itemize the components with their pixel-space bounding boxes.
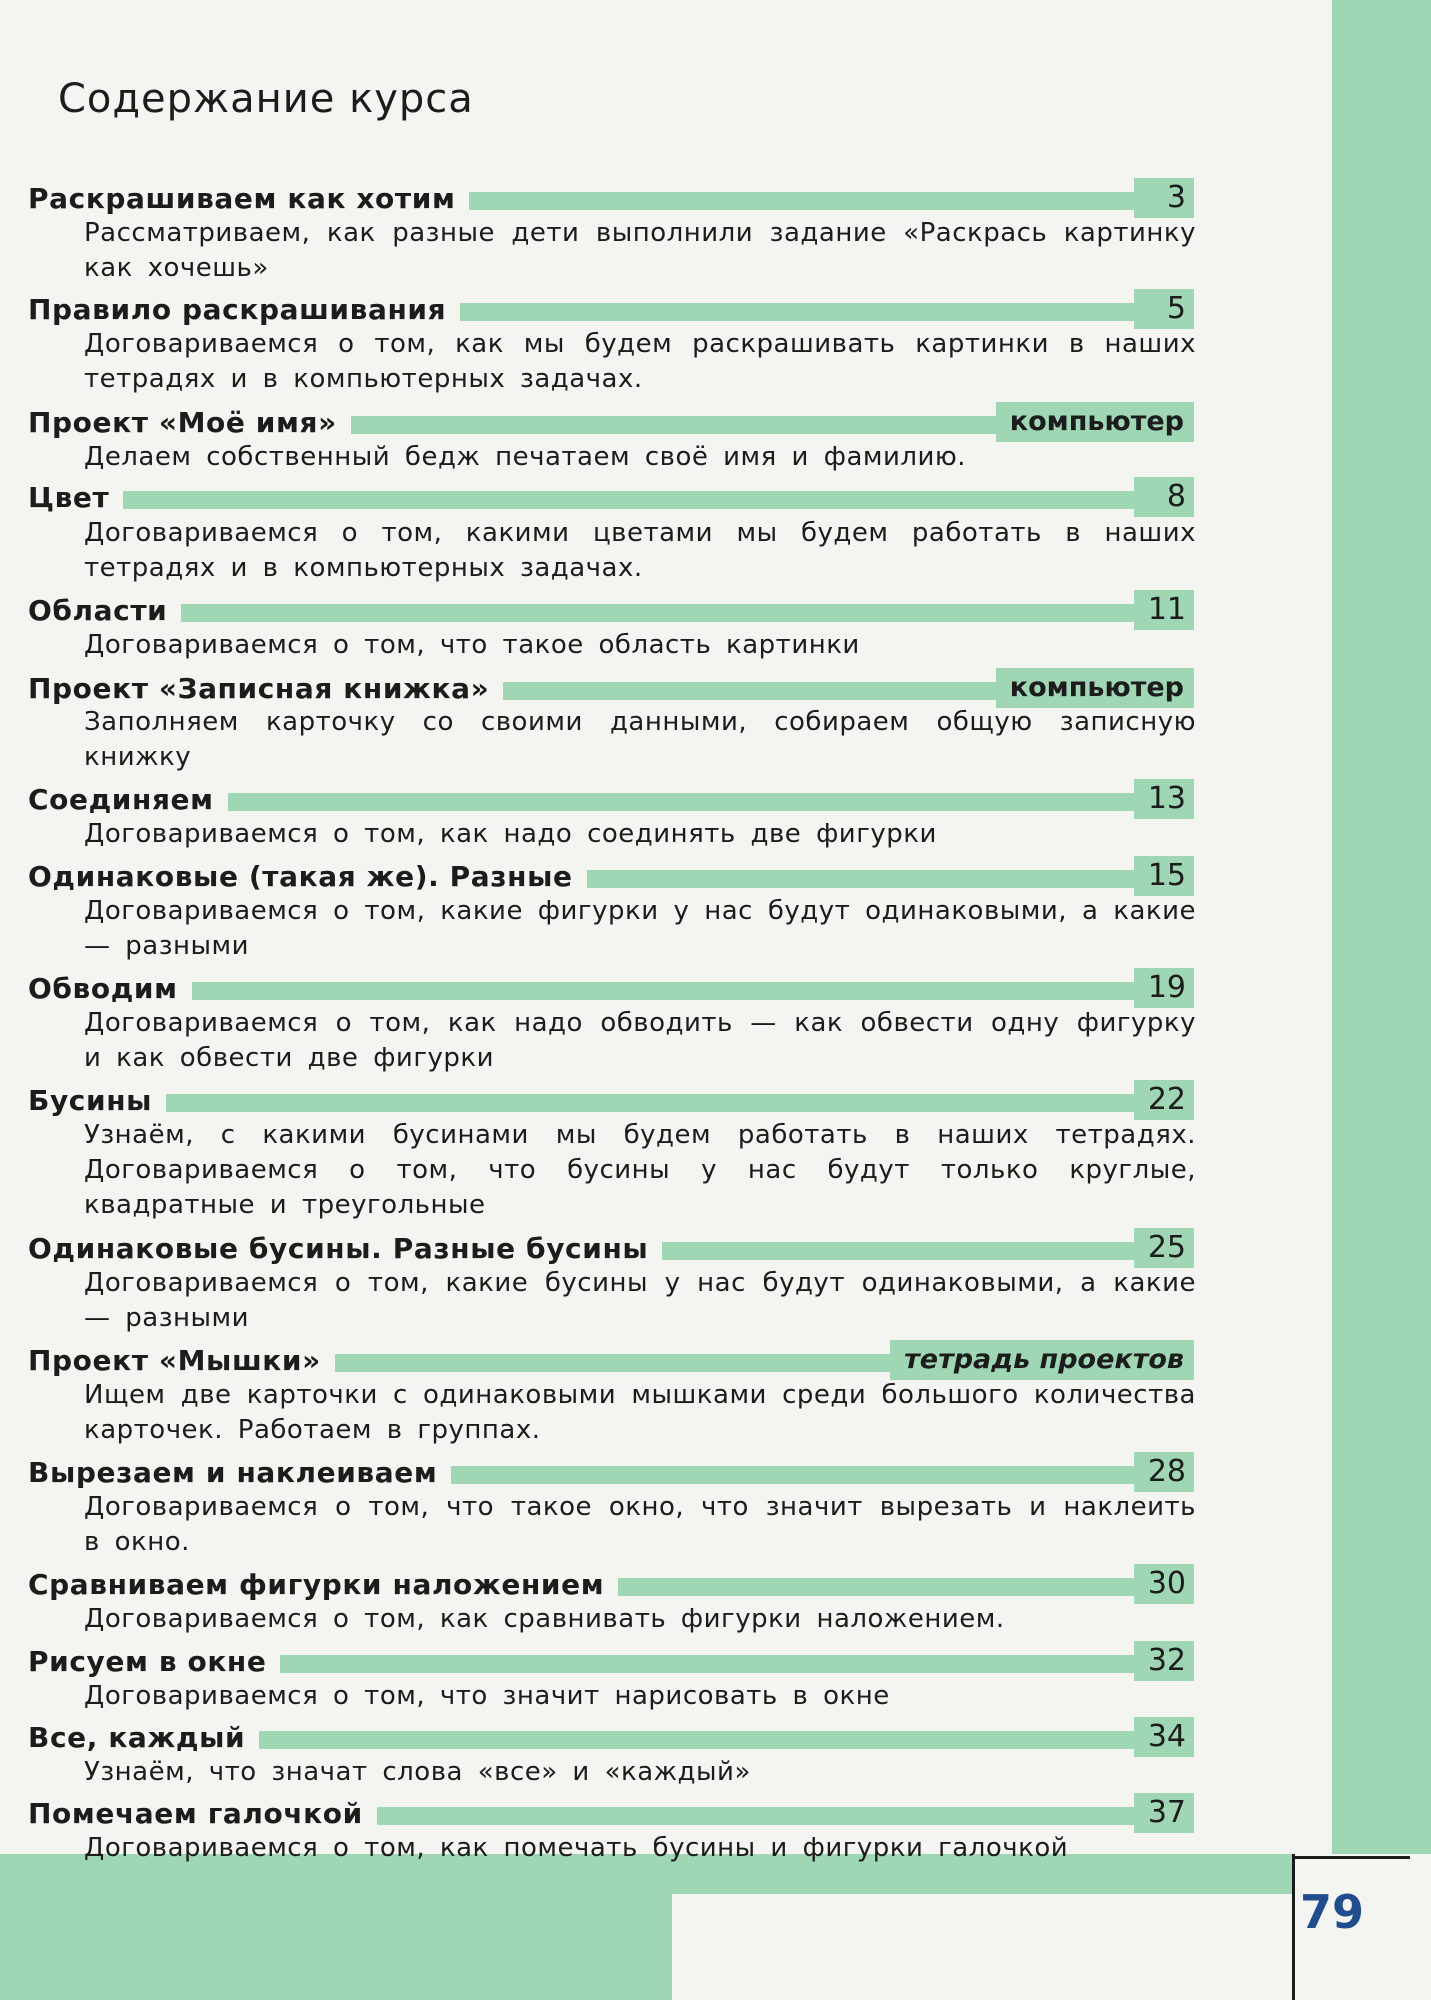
toc-entry-heading [28,668,1194,708]
entry-title: Помечаем галочкой [28,1796,363,1830]
entry-page-number: 37 [1134,1793,1194,1833]
entry-leader-bar [377,1807,1134,1825]
entry-description: Делаем собственный бедж печатаем своё имя и фамилию. [84,442,967,472]
entry-title: Обводим [28,971,178,1005]
toc-entry-heading [28,477,1194,517]
entry-page-number: 34 [1134,1717,1194,1757]
entry-leader-bar [192,982,1134,1000]
toc-entry-heading [28,1228,1194,1268]
entry-title: Соединяем [28,782,214,816]
entry-title: Бусины [28,1083,153,1117]
entry-page-number: 8 [1134,477,1194,517]
toc-entry-heading [28,402,1194,442]
entry-leader-bar [618,1578,1134,1596]
entry-description: Договариваемся о том, как надо обводить — как обвести одну фигурку и как обвести две фигурки [84,1008,1196,1073]
entry-title: Вырезаем и наклеиваем [28,1455,438,1489]
toc-entry-heading [28,1452,1194,1492]
entry-title: Одинаковые (такая же). Разные [28,859,573,893]
entry-title: Сравниваем фигурки наложением [28,1567,605,1601]
entry-leader-bar [228,793,1134,811]
toc-entry-heading [28,856,1194,896]
entry-leader-bar [503,682,995,700]
page-title: Содержание курса [58,76,474,122]
entry-leader-bar [451,1466,1134,1484]
toc-entry-heading [28,1793,1194,1833]
entry-leader-bar [469,192,1134,210]
entry-leader-bar [123,491,1134,509]
entry-tag: тетрадь проектов [890,1340,1194,1380]
entry-description: Договариваемся о том, какие фигурки у нас будут одинаковыми, а какие — разными [84,896,1196,961]
entry-description: Договариваемся о том, что такое окно, что значит вырезать и наклеить в окно. [84,1492,1196,1557]
entry-page-number: 32 [1134,1641,1194,1681]
toc-entry-heading [28,1340,1194,1380]
entry-title: Проект «Мышки» [28,1343,321,1377]
entry-title: Цвет [28,480,110,514]
entry-leader-bar [181,604,1134,622]
entry-page-number: 5 [1134,289,1194,329]
entry-leader-bar [662,1242,1134,1260]
entry-page-number: 19 [1134,968,1194,1008]
toc-entry-heading [28,289,1194,329]
entry-page-number: 25 [1134,1228,1194,1268]
toc-entry-heading [28,1080,1194,1120]
entry-description: Договариваемся о том, что такое область картинки [84,630,860,660]
toc-entry-heading [28,1564,1194,1604]
entry-leader-bar [587,870,1134,888]
entry-description: Узнаём, что значат слова «все» и «каждый» [84,1757,751,1787]
entry-leader-bar [166,1094,1134,1112]
entry-page-number: 15 [1134,856,1194,896]
entry-title: Правило раскрашивания [28,292,447,326]
entry-title: Области [28,593,168,627]
entry-leader-bar [259,1731,1134,1749]
toc-entry-heading [28,1717,1194,1757]
entry-tag: компьютер [996,668,1194,708]
toc-entry-heading [28,779,1194,819]
toc-entry-heading [28,178,1194,218]
entry-description: Договариваемся о том, какими цветами мы будем работать в наших тетрадях и в компьютерных задачах. [84,518,1196,583]
entry-page-number: 28 [1134,1452,1194,1492]
entry-leader-bar [335,1354,890,1372]
entry-page-number: 30 [1134,1564,1194,1604]
toc-entry-heading [28,968,1194,1008]
page-number: 79 [1300,1885,1365,1939]
entry-leader-bar [280,1655,1134,1673]
entry-leader-bar [460,303,1134,321]
entry-description: Договариваемся о том, как сравнивать фигурки наложением. [84,1604,1005,1634]
entry-title: Рисуем в окне [28,1644,267,1678]
entry-tag: компьютер [996,402,1194,442]
entry-title: Раскрашиваем как хотим [28,181,456,215]
entry-page-number: 22 [1134,1080,1194,1120]
toc-entry-heading [28,590,1194,630]
entry-description: Рассматриваем, как разные дети выполнили задание «Раскрась картинку как хочешь» [84,218,1196,283]
entry-title: Все, каждый [28,1720,246,1754]
toc-entry-heading [28,1641,1194,1681]
entry-page-number: 13 [1134,779,1194,819]
entry-title: Одинаковые бусины. Разные бусины [28,1231,649,1265]
entry-description: Узнаём, с какими бусинами мы будем работать в наших тетрадях. Договариваемся о том, что бусины у нас будут только круглые, квадратные и треугольные [84,1120,1196,1220]
entry-page-number: 3 [1134,178,1194,218]
entry-description: Договариваемся о том, как помечать бусины и фигурки галочкой [84,1833,1069,1863]
entry-description: Договариваемся о том, что значит нарисовать в окне [84,1681,890,1711]
entry-description: Договариваемся о том, как надо соединять две фигурки [84,819,937,849]
entry-title: Проект «Моё имя» [28,405,337,439]
entry-page-number: 11 [1134,590,1194,630]
entry-description: Ищем две карточки с одинаковыми мышками среди большого количества карточек. Работаем в группах. [84,1380,1196,1445]
entry-description: Договариваемся о том, как мы будем раскрашивать картинки в наших тетрадях и в компьютерных задачах. [84,329,1196,394]
entry-description: Заполняем карточку со своими данными, собираем общую записную книжку [84,707,1196,772]
entry-leader-bar [351,416,996,434]
entry-title: Проект «Записная книжка» [28,671,490,705]
entry-description: Договариваемся о том, какие бусины у нас будут одинаковыми, а какие — разными [84,1268,1196,1333]
